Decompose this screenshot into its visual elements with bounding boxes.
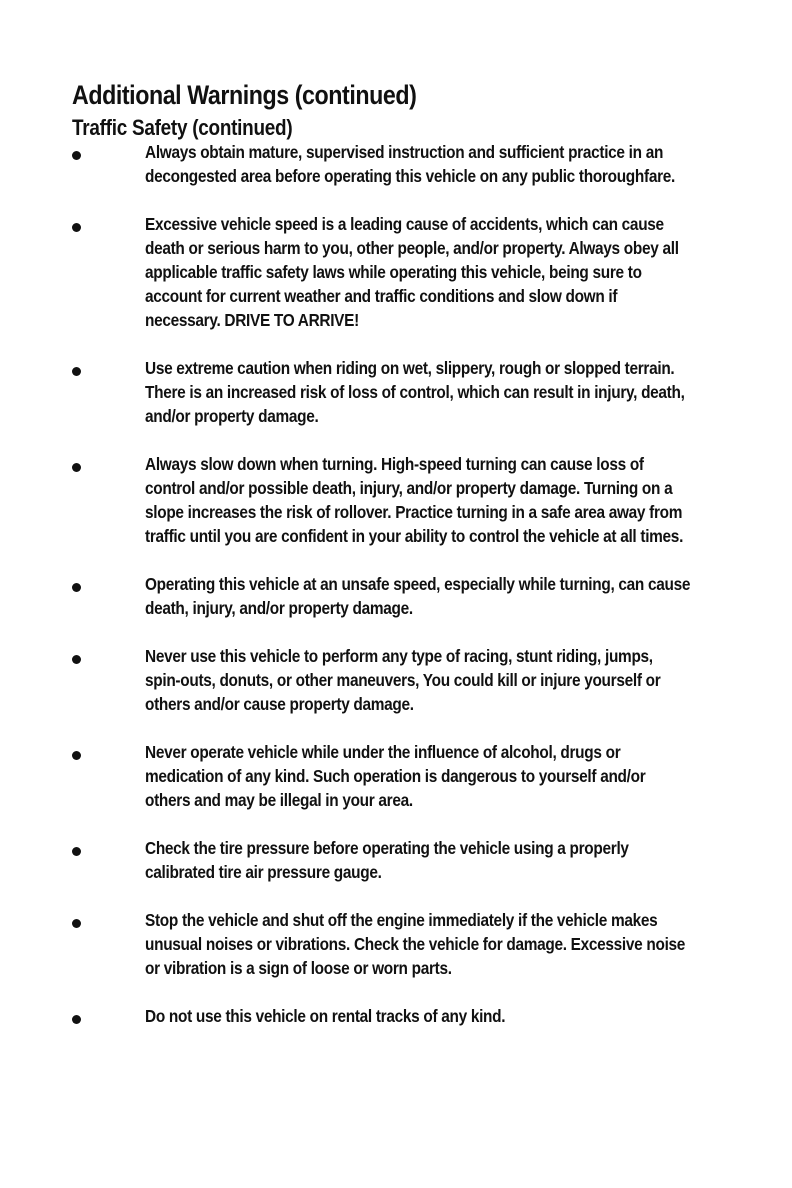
warning-text: Operating this vehicle at an unsafe speed, especially while turning, can cause death, injury, and/or property damage.	[145, 574, 691, 618]
bullet-icon	[72, 583, 81, 592]
section-subtitle: Traffic Safety (continued)	[72, 115, 293, 140]
bullet-icon	[72, 367, 81, 376]
warning-item	[0, 740, 792, 812]
warning-text: Excessive vehicle speed is a leading cause of accidents, which can cause death or serious harm to you, other people, and/or property. Always obey all applicable traffic safety laws while operating this vehicle, being sure to account for current weather and traffic conditions and slow down if necessary. DRIVE TO ARRIVE!	[145, 214, 679, 330]
warning-list	[0, 140, 792, 1052]
bullet-icon	[72, 1015, 81, 1024]
warning-item	[0, 1004, 792, 1028]
warning-item	[0, 212, 792, 332]
warning-text: Stop the vehicle and shut off the engine immediately if the vehicle makes unusual noises or vibrations. Check the vehicle for damage. Excessive noise or vibration is a sign of loose or worn parts.	[145, 910, 686, 978]
bullet-icon	[72, 919, 81, 928]
warning-text: Do not use this vehicle on rental tracks of any kind.	[145, 1006, 506, 1026]
bullet-icon	[72, 847, 81, 856]
warning-text: Never use this vehicle to perform any type of racing, stunt riding, jumps, spin-outs, donuts, or other maneuvers, You could kill or injure yourself or others and/or cause property damage.	[145, 646, 661, 714]
bullet-icon	[72, 751, 81, 760]
warning-text: Never operate vehicle while under the influence of alcohol, drugs or medication of any kind. Such operation is dangerous to yourself and/or others and may be illegal in your area.	[145, 742, 646, 810]
warning-item	[0, 452, 792, 548]
warning-item	[0, 572, 792, 620]
warning-item	[0, 140, 792, 188]
warning-text: Check the tire pressure before operating the vehicle using a properly calibrated tire air pressure gauge.	[145, 838, 629, 882]
warning-item	[0, 836, 792, 884]
warning-text: Always slow down when turning. High-speed turning can cause loss of control and/or possible death, injury, and/or property damage. Turning on a slope increases the risk of rollover. Practice turning in a safe area away from traffic until you are confident in your ability to control the vehicle at all times.	[145, 454, 684, 546]
warning-item	[0, 356, 792, 428]
bullet-icon	[72, 463, 81, 472]
bullet-icon	[72, 655, 81, 664]
page-title: Additional Warnings (continued)	[72, 80, 417, 110]
bullet-icon	[72, 151, 81, 160]
warning-item	[0, 644, 792, 716]
warning-item	[0, 908, 792, 980]
warning-text: Always obtain mature, supervised instruction and sufficient practice in an decongested area before operating this vehicle on any public thoroughfare.	[145, 142, 676, 186]
warning-text: Use extreme caution when riding on wet, slippery, rough or slopped terrain. There is an increased risk of loss of control, which can result in injury, death, and/or property damage.	[145, 358, 685, 426]
bullet-icon	[72, 223, 81, 232]
